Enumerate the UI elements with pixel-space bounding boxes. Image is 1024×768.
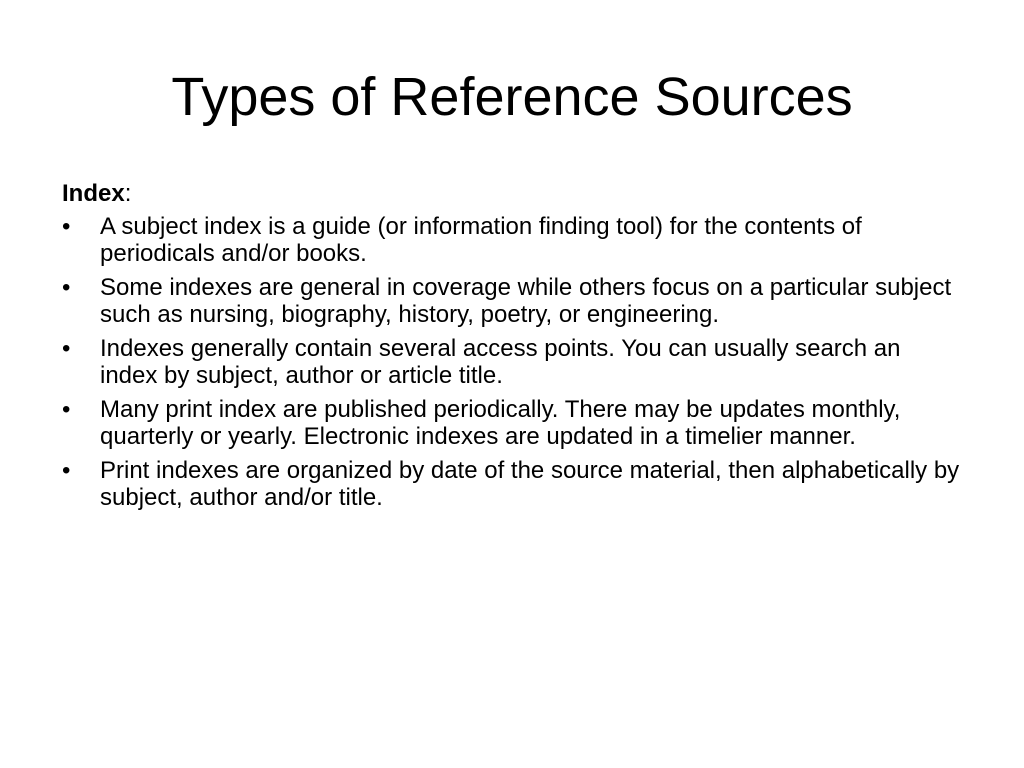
bullet-text: A subject index is a guide (or information finding tool) for the contents of periodicals and/or books.: [100, 213, 862, 267]
bullet-text: Many print index are published periodically. There may be updates monthly, quarterly or yearly. Electronic indexes are updated in a timelier manner.: [100, 396, 901, 450]
bullet-marker: •: [62, 457, 71, 484]
bullet-marker: •: [62, 274, 71, 301]
slide-title: Types of Reference Sources: [171, 67, 853, 127]
bullet-item: [62, 274, 962, 328]
bullet-item: [62, 396, 962, 450]
bullet-text: Indexes generally contain several access points. You can usually search an index by subject, author or article title.: [100, 335, 901, 389]
slide-content: [62, 180, 962, 518]
bullet-marker: •: [62, 335, 71, 362]
bullet-list: [62, 213, 962, 511]
bullet-item: [62, 457, 962, 511]
section-heading: [62, 180, 962, 207]
bullet-item: [62, 335, 962, 389]
bullet-text: Some indexes are general in coverage while others focus on a particular subject such as nursing, biography, history, poetry, or engineering.: [100, 274, 952, 328]
bullet-text: Print indexes are organized by date of the source material, then alphabetically by subject, author and/or title.: [100, 457, 960, 511]
bullet-item: [62, 213, 962, 267]
bullet-marker: •: [62, 396, 71, 423]
section-heading-suffix: :: [124, 180, 132, 207]
section-heading-bold: Index: [62, 180, 125, 207]
bullet-marker: •: [62, 213, 71, 240]
